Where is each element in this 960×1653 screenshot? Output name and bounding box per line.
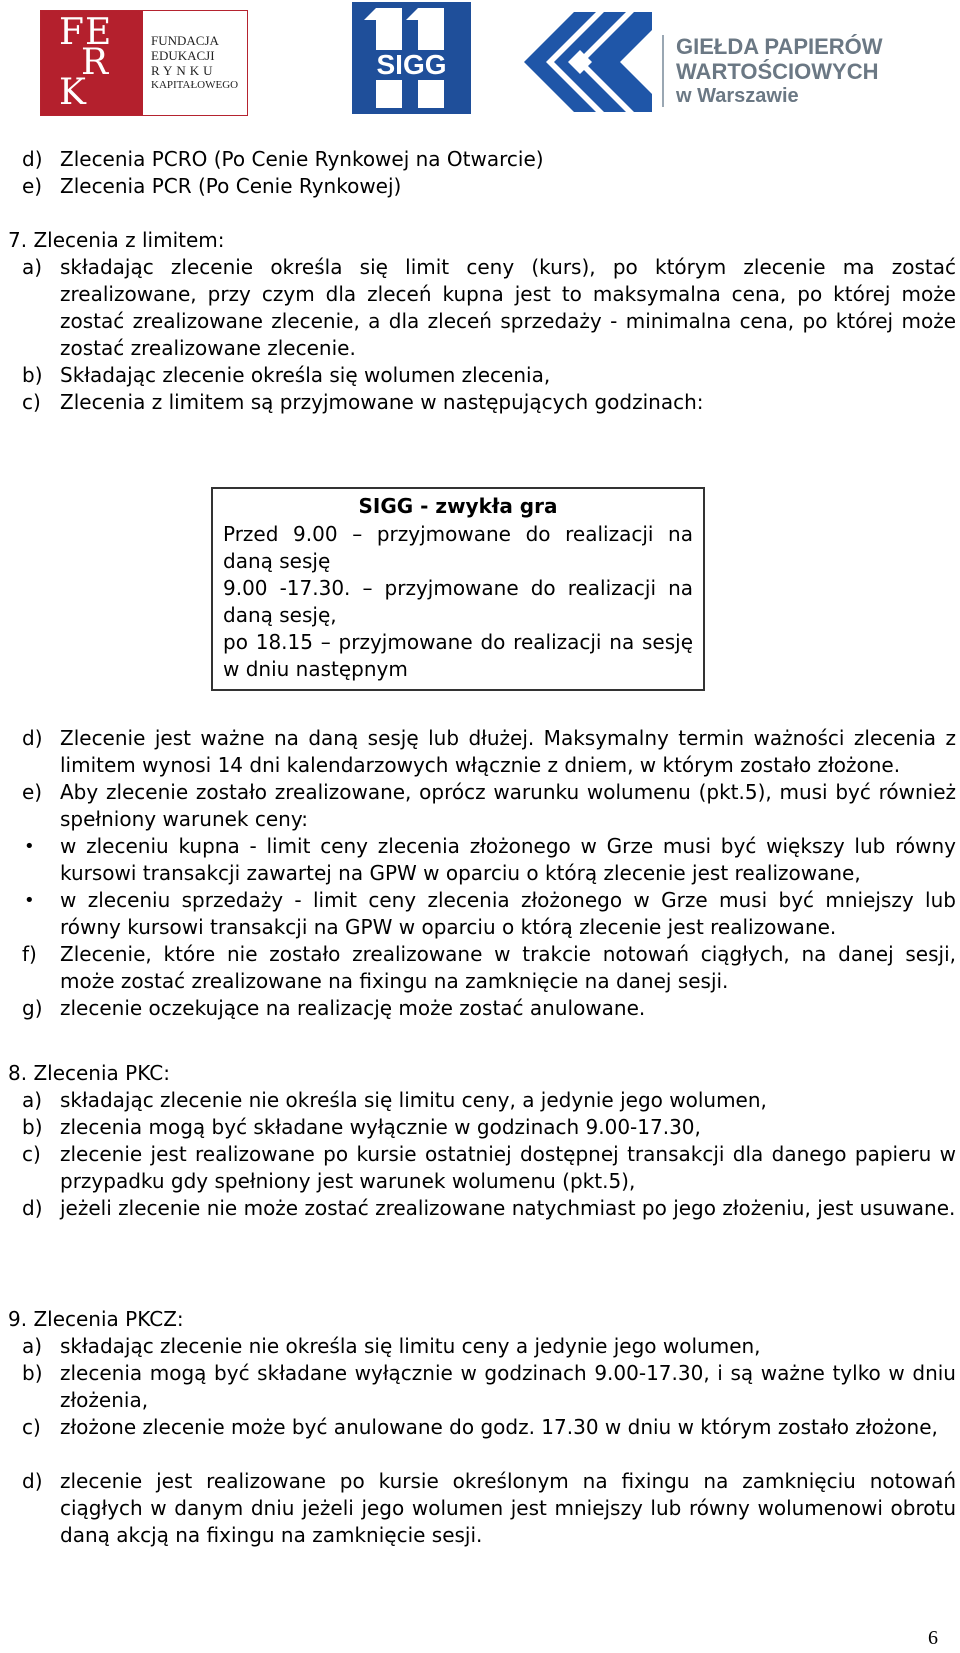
- table-row: 9.00 -17.30. – przyjmowane do realizacji na daną sesję,: [223, 576, 693, 627]
- list-item-pcro: [22, 146, 956, 173]
- list-item-label: d): [22, 147, 43, 171]
- list-item-text: w zleceniu kupna - limit ceny zlecenia złożonego w Grze musi być większy lub równy kursowi transakcji zawartej na GPW w oparciu o którą zlecenie jest realizowane,: [60, 834, 956, 885]
- table-row: Przed 9.00 – przyjmowane do realizacji na daną sesję: [223, 522, 693, 573]
- list-item-label: d): [22, 1196, 43, 1220]
- list-item-7a: [22, 254, 956, 362]
- ferk-mark-line: FE: [59, 12, 113, 53]
- list-item-label: a): [22, 1088, 43, 1112]
- list-item-label: f): [22, 942, 37, 966]
- table-row: po 18.15 – przyjmowane do realizacji na sesję w dniu następnym: [223, 630, 693, 681]
- list-item-label: b): [22, 1115, 43, 1139]
- list-item-text: złożone zlecenie może być anulowane do godz. 17.30 w dniu w którym zostało złożone,: [60, 1415, 938, 1439]
- bullet-icon: •: [24, 836, 35, 857]
- list-item-label: b): [22, 1361, 43, 1385]
- table-title: SIGG - zwykła gra: [358, 494, 558, 518]
- section-heading-8: 8. Zlecenia PKC:: [8, 1061, 170, 1085]
- list-item-text: zlecenie jest realizowane po kursie określonym na fixingu na zamknięciu notowań ciągłych w danym dniu jeżeli jego wolumen jest mniejszy lub równy wolumenowi obrotu daną akcją na fixingu na zamknięcie sesji.: [60, 1469, 956, 1547]
- ferk-mark-line: R: [81, 42, 110, 83]
- list-item-7d: [22, 725, 956, 779]
- list-item-text: Składając zlecenie określa się wolumen zlecenia,: [60, 363, 551, 387]
- list-item-text: zlecenie jest realizowane po kursie ostatniej dostępnej transakcji dla danego papieru w przypadku gdy spełniony jest warunek wolumenu (pkt.5),: [60, 1142, 956, 1193]
- list-item-label: a): [22, 255, 43, 279]
- ferk-text-line: RYNKU: [151, 63, 217, 78]
- ferk-logo-text: [143, 33, 247, 93]
- list-item-text: składając zlecenie nie określa się limitu ceny, a jedynie jego wolumen,: [60, 1088, 767, 1112]
- gpw-logo-line: w Warszawie: [676, 85, 799, 107]
- list-item-label: e): [22, 174, 43, 198]
- list-item-text: Zlecenia z limitem są przyjmowane w następujących godzinach:: [60, 390, 704, 414]
- list-item-text: składając zlecenie nie określa się limitu ceny a jedynie jego wolumen,: [60, 1334, 761, 1358]
- list-item-label: c): [22, 390, 41, 414]
- list-item-text: w zleceniu sprzedaży - limit ceny zlecenia złożonego w Grze musi być mniejszy lub równy kursowi transakcji na GPW w oparciu o którą zlecenie jest realizowane.: [60, 888, 956, 939]
- list-item-text: zlecenie oczekujące na realizację może zostać anulowane.: [60, 996, 646, 1020]
- ferk-text-line: KAPITAŁOWEGO: [151, 79, 239, 91]
- list-item-8a: [22, 1087, 956, 1114]
- ferk-text-line: EDUKACJI: [151, 48, 215, 63]
- bullet-item-sell: [22, 887, 956, 941]
- list-item-label: a): [22, 1334, 43, 1358]
- list-item-text: składając zlecenie określa się limit ceny (kurs), po którym zlecenie ma zostać zrealizowane, przy czym dla zleceń kupna jest to maksymalna cena, po której może zostać zrealizowane zlecenie, a dla zleceń sprzedaży - minimalna cena, po której może zostać zrealizowane zlecenie.: [60, 255, 956, 360]
- list-item-text: zlecenia mogą być składane wyłącznie w godzinach 9.00-17.30,: [60, 1115, 701, 1139]
- list-item-7g: [22, 995, 956, 1022]
- gpw-logo-text: [676, 34, 883, 109]
- page-number: 6: [928, 1627, 938, 1649]
- section-heading-7: 7. Zlecenia z limitem:: [8, 228, 225, 252]
- list-item-7f: [22, 941, 956, 995]
- list-item-label: c): [22, 1415, 41, 1439]
- list-item-label: g): [22, 996, 43, 1020]
- sigg-logo-graphic: [352, 2, 471, 114]
- list-item-text: Zlecenia PCRO (Po Cenie Rynkowej na Otwarcie): [60, 147, 544, 171]
- bullet-item-buy: [22, 833, 956, 887]
- list-item-text: Zlecenie, które nie zostało zrealizowane w trakcie notowań ciągłych, na danej sesji, może zostać zrealizowane na fixingu na zamknięcie na danej sesji.: [60, 942, 956, 993]
- list-item-label: e): [22, 780, 43, 804]
- list-item-text: jeżeli zlecenie nie może zostać zrealizowane natychmiast po jego złożeniu, jest usuwane.: [60, 1196, 956, 1220]
- ferk-logo: [40, 10, 248, 116]
- bullet-icon: •: [24, 890, 35, 911]
- list-item-text: Zlecenia PCR (Po Cenie Rynkowej): [60, 174, 402, 198]
- list-item-label: d): [22, 726, 43, 750]
- list-item-text: zlecenia mogą być składane wyłącznie w godzinach 9.00-17.30, i są ważne tylko w dniu złożenia,: [60, 1361, 956, 1412]
- gpw-logo-line: WARTOŚCIOWYCH: [676, 59, 879, 84]
- list-item-9d: [22, 1468, 956, 1549]
- list-item-7b: [22, 362, 956, 389]
- list-item-label: b): [22, 363, 43, 387]
- list-item-7e: [22, 779, 956, 833]
- ferk-mark-line: K: [59, 72, 87, 113]
- section-heading-9: 9. Zlecenia PKCZ:: [8, 1307, 184, 1331]
- gpw-logo-divider: [662, 35, 664, 107]
- list-item-text: Zlecenie jest ważne na daną sesję lub dłużej. Maksymalny termin ważności zlecenia z limitem wynosi 14 dni kalendarzowych włącznie z dniem, w którym zostało złożone.: [60, 726, 956, 777]
- ferk-text-line: FUNDACJA: [151, 33, 219, 48]
- sigg-logo: [352, 2, 471, 114]
- order-hours-table: [211, 487, 705, 691]
- list-item-7c: [22, 389, 956, 416]
- ferk-logo-mark: [41, 11, 143, 115]
- list-item-label: d): [22, 1469, 43, 1493]
- sigg-logo-text: SIGG: [376, 49, 447, 80]
- list-item-9a: [22, 1333, 956, 1360]
- list-item-9c: [22, 1414, 956, 1441]
- gpw-logo-line: GIEŁDA PAPIERÓW: [676, 34, 883, 59]
- gpw-logo-icon: [524, 12, 652, 112]
- list-item-text: Aby zlecenie zostało zrealizowane, oprócz warunku wolumenu (pkt.5), musi być również spełniony warunek ceny:: [60, 780, 956, 831]
- list-item-8d: [22, 1195, 956, 1222]
- list-item-label: c): [22, 1142, 41, 1166]
- list-item-8b: [22, 1114, 956, 1141]
- list-item-pcr: [22, 173, 956, 200]
- list-item-9b: [22, 1360, 956, 1414]
- list-item-8c: [22, 1141, 956, 1195]
